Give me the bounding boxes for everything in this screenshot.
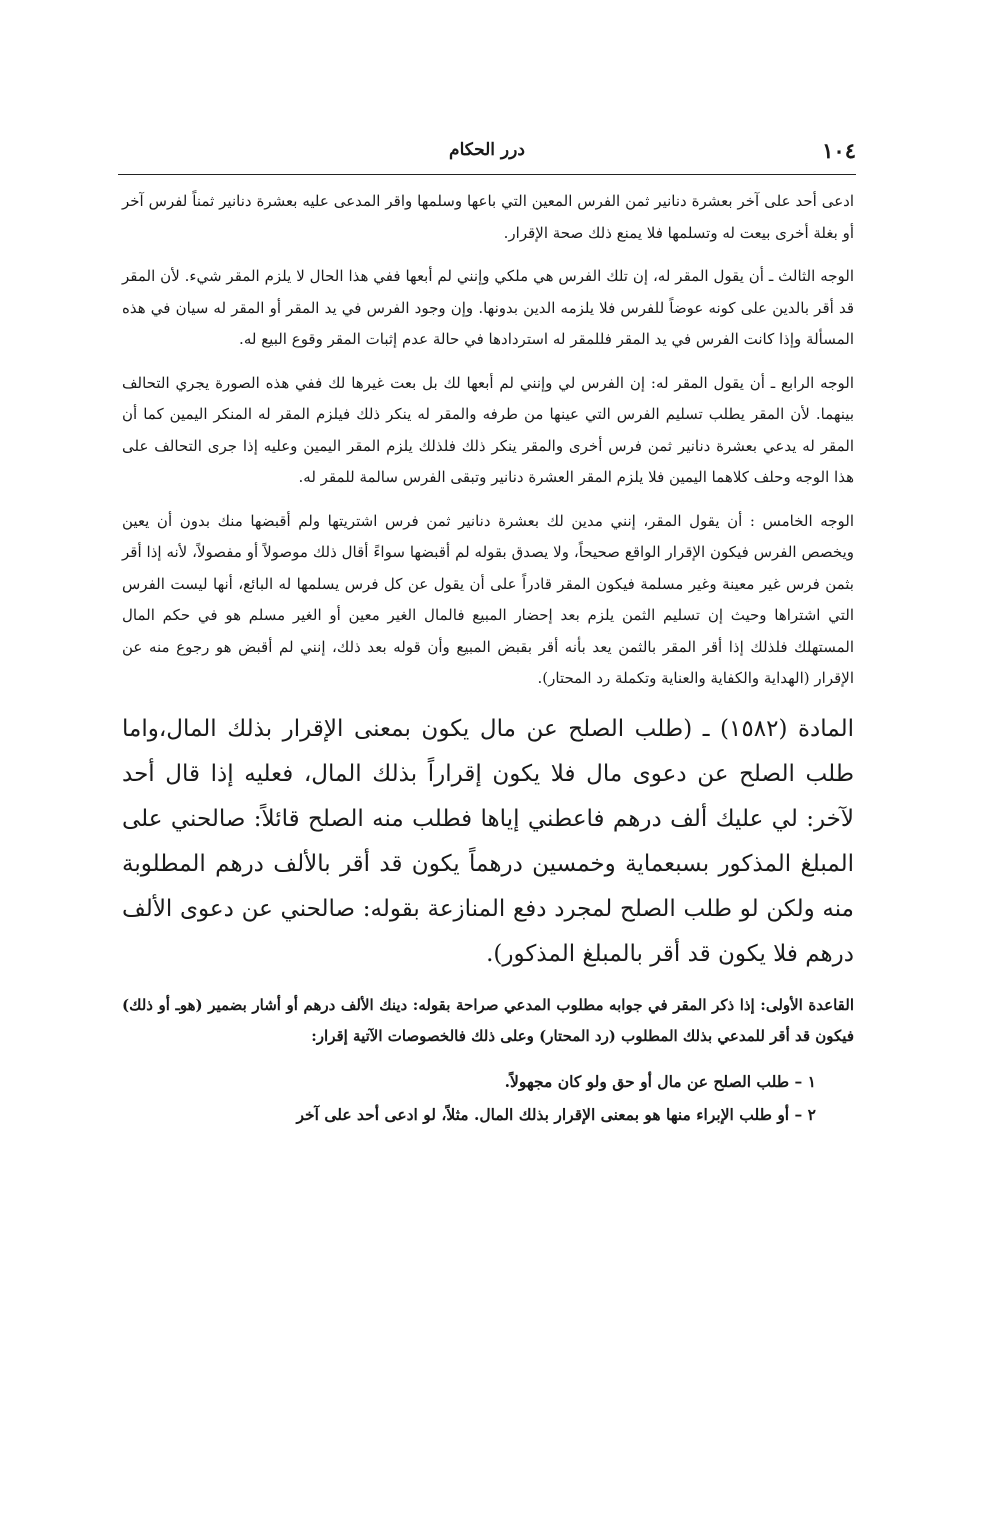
article-1582: المادة (١٥٨٢) ـ (طلب الصلح عن مال يكون بمعنى الإقرار بذلك المال،واما طلب الصلح عن دعوى مال فلا يكون إقراراً بذلك المال، فعليه إذا قال أحد لآخر: لي عليك ألف درهم فاعطني إياها فطلب منه الصلح قائلاً: صالحني على المبلغ المذكور بسبعماية وخمسين درهماً يكون قد أقر بالألف درهم المطلوبة منه ولكن لو طلب الصلح لمجرد دفع المنازعة بقوله: صالحني عن دعوى الألف درهم فلا يكون قد أقر بالمبلغ المذكور). <box>122 715 854 967</box>
page-body <box>122 186 854 1131</box>
paragraph-fourth-case: الوجه الرابع ـ أن يقول المقر له: إن الفرس لي وإنني لم أبعها لك بل بعت غيرها لك ففي هذه الصورة يجري التحالف بينهما. لأن المقر يطلب تسليم الفرس التي عينها من طرفه والمقر له ينكر ذلك فيلزم المقر له المنكر اليمين كما أن المقر له يدعي بعشرة دنانير ثمن فرس أخرى والمقر ينكر ذلك فلذلك يلزم المقر اليمين وعليه إذا جرى التحالف على هذا الوجه وحلف كلاهما اليمين فلا يلزم المقر العشرة دنانير وتبقى الفرس سالمة للمقر له. <box>122 373 854 486</box>
paragraph-third-case: الوجه الثالث ـ أن يقول المقر له، إن تلك الفرس هي ملكي وإنني لم أبعها ففي هذا الحال لا يلزم المقر شيء. لأن المقر قد أقر بالدين على كونه عوضاً للفرس فلا يلزمه الدين بدونها. وإن وجود الفرس في يد المقر أو المقر له سيان في هذه المسألة وإذا كانت الفرس في يد المقر فللمقر له استردادها في حالة عدم إثبات المقر وقوع البيع له. <box>122 267 854 348</box>
list-item: ٢ – أو طلب الإبراء منها هو بمعنى الإقرار بذلك المال. مثلاً، لو ادعى أحد على آخر <box>296 1104 816 1124</box>
page-header <box>118 140 856 172</box>
rule-list <box>122 1065 854 1131</box>
running-title: درر الحكام <box>449 140 525 160</box>
page-number: ١٠٤ <box>822 138 856 163</box>
header-rule <box>118 174 856 175</box>
first-rule: القاعدة الأولى: إذا ذكر المقر في جوابه مطلوب المدعي صراحة بقوله: دينك الألف درهم أو أشار بضمير (هوـ أو ذلك) فيكون قد أقر للمدعي بذلك المطلوب (رد المحتار) وعلى ذلك فالخصوصات الآتية إقرار: <box>122 995 854 1045</box>
paragraph-example: ادعى أحد على آخر بعشرة دنانير ثمن الفرس المعين التي باعها وسلمها واقر المدعى عليه بعشرة دنانير ثمناً لفرس آخر أو بغلة أخرى بيعت له وتسلمها فلا يمنع ذلك صحة الإقرار. <box>122 192 854 242</box>
list-item: ١ – طلب الصلح عن مال أو حق ولو كان مجهولاً. <box>504 1071 816 1091</box>
paragraph-fifth-case: الوجه الخامس : أن يقول المقر، إنني مدين لك بعشرة دنانير ثمن فرس اشتريتها ولم أقبضها منك بدون أن يعين ويخصص الفرس فيكون الإقرار الواقع صحيحاً، ولا يصدق بقوله لم أقبضها سواءً أقال ذلك موصولاً أو مفصولاً، لأنه إذا أقر بثمن فرس غير معينة وغير مسلمة فيكون المقر قادراً على أن يقول عن كل فرس يسلمها له البائع، أنها ليست الفرس التي اشتراها وحيث إن تسليم الثمن يلزم بعد إحضار المبيع فالمال الغير معين أو الغير مسلم هو في حكم المال المستهلك فلذلك إذا أقر المقر بالثمن يعد بأنه أقر بقبض المبيع وأن قوله بعد ذلك، إنني لم أقبض هو رجوع منه عن الإقرار (الهداية والكفاية والعناية وتكملة رد المحتار). <box>122 511 854 687</box>
